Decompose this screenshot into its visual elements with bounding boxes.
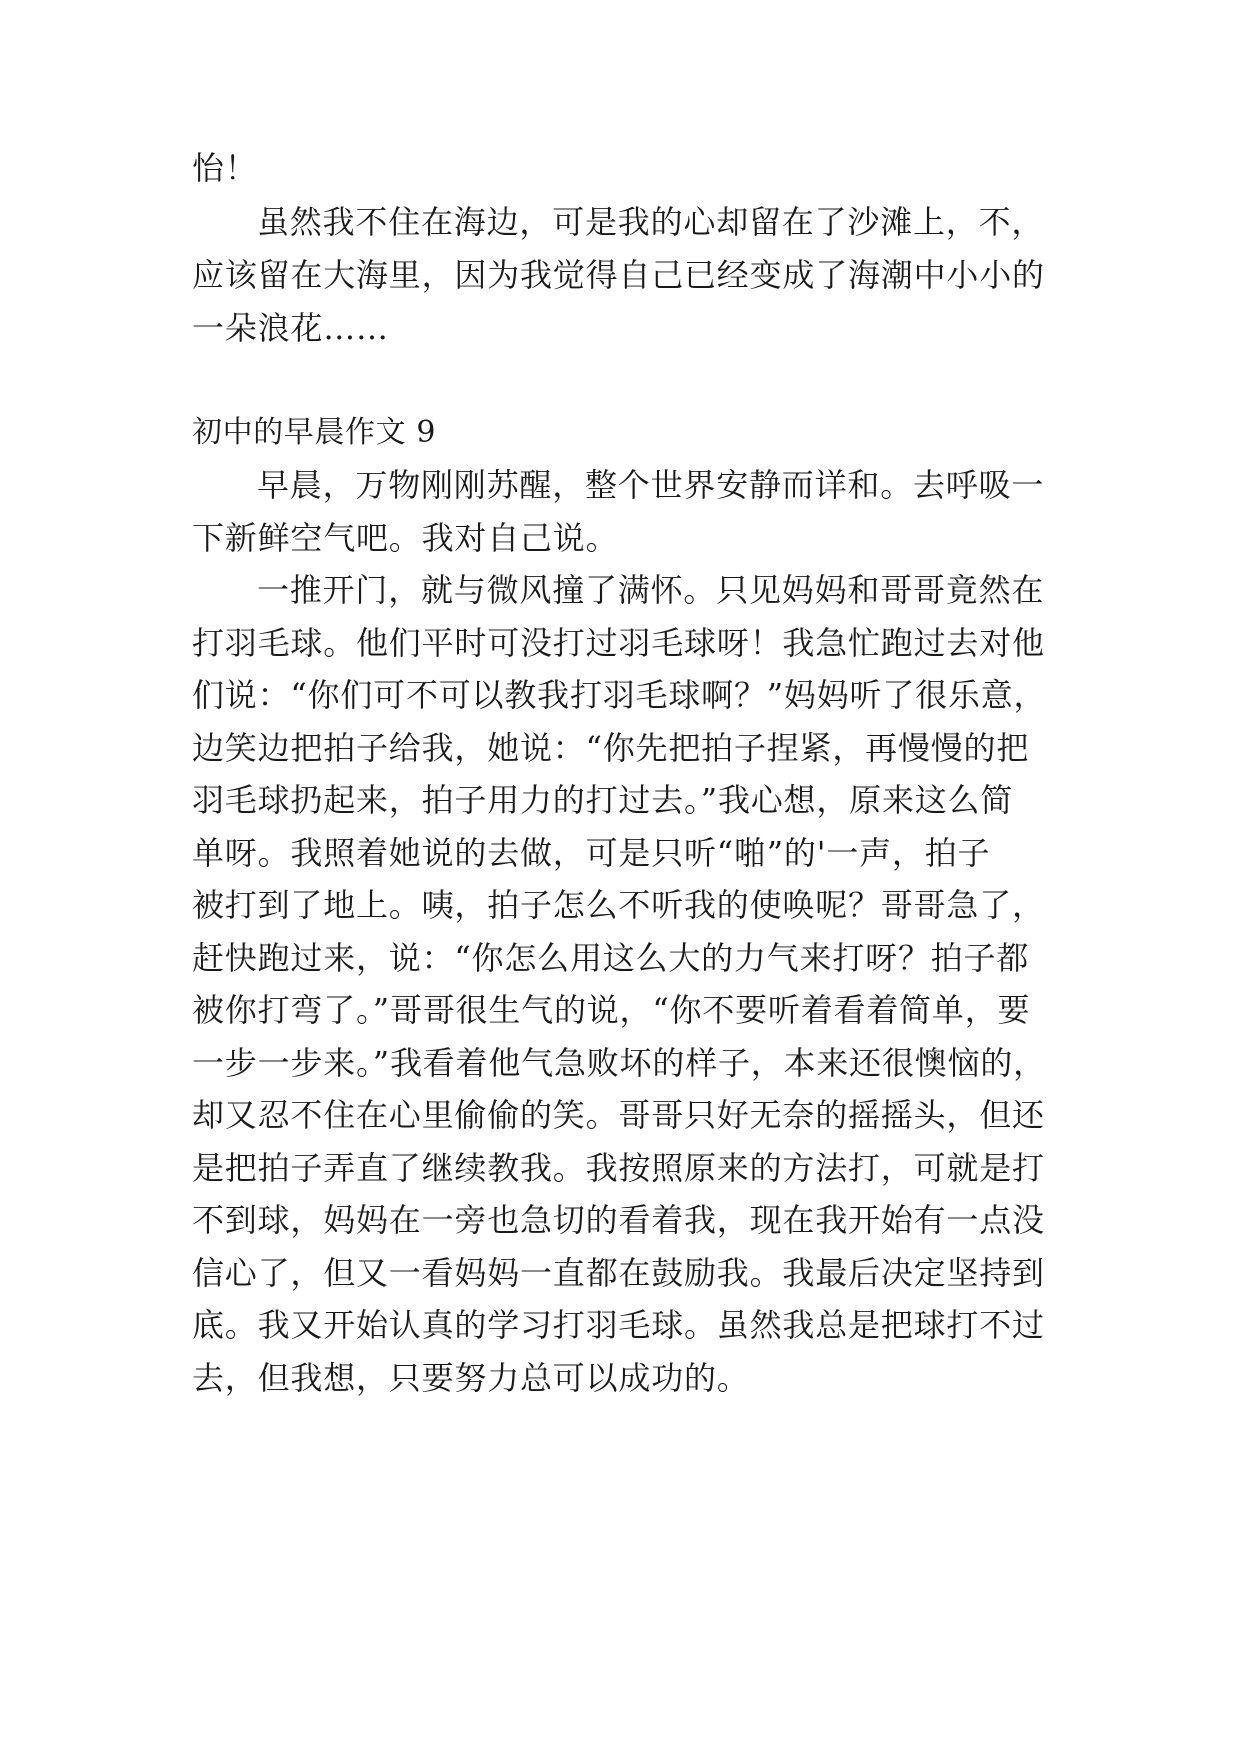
text-line: 赶快跑过来，说：“你怎么用这么大的力气来打呀？拍子都 xyxy=(192,939,1030,977)
text-line: 边笑边把拍子给我，她说：“你先把拍子捏紧，再慢慢的把 xyxy=(192,729,1030,767)
text-line: 被你打弯了。”哥哥很生气的说，“你不要听着看着简单，要 xyxy=(192,991,1031,1029)
text-line: 怡！ xyxy=(192,149,258,187)
text-line: 信心了，但又一看妈妈一直都在鼓励我。我最后决定坚持到 xyxy=(192,1254,1045,1292)
paragraph-start-line: 早晨，万物刚刚苏醒，整个世界安静而详和。去呼吸一 xyxy=(257,466,1045,504)
paragraph-start-line: 一推开门，就与微风撞了满怀。只见妈妈和哥哥竟然在 xyxy=(257,571,1045,609)
section-title: 初中的早晨作文 9 xyxy=(192,415,437,450)
text-line: 被打到了地上。咦，拍子怎么不听我的使唤呢？哥哥急了， xyxy=(192,886,1045,924)
text-line: 一朵浪花…… xyxy=(192,309,389,347)
text-line: 们说：“你们可不可以教我打羽毛球啊？”妈妈听了很乐意， xyxy=(192,676,1047,714)
text-line: 是把拍子弄直了继续教我。我按照原来的方法打，可就是打 xyxy=(192,1149,1045,1187)
text-line: 下新鲜空气吧。我对自己说。 xyxy=(192,519,619,557)
paragraph-start-line: 虽然我不住在海边，可是我的心却留在了沙滩上，不， xyxy=(257,203,1045,241)
text-line: 应该留在大海里，因为我觉得自己已经变成了海潮中小小的 xyxy=(192,256,1045,294)
text-line: 不到球，妈妈在一旁也急切的看着我，现在我开始有一点没 xyxy=(192,1201,1045,1239)
text-line: 去，但我想，只要努力总可以成功的。 xyxy=(192,1359,750,1397)
text-line: 打羽毛球。他们平时可没打过羽毛球呀！我急忙跑过去对他 xyxy=(192,624,1045,662)
text-line: 一步一步来。”我看着他气急败坏的样子，本来还很懊恼的， xyxy=(192,1044,1046,1082)
text-line: 却又忍不住在心里偷偷的笑。哥哥只好无奈的摇摇头，但还 xyxy=(192,1096,1045,1134)
text-line: 羽毛球扔起来，拍子用力的打过去。”我心想，原来这么简 xyxy=(192,781,1014,819)
text-line: 单呀。我照着她说的去做，可是只听“啪”的'一声，拍子 xyxy=(192,834,991,872)
text-line: 底。我又开始认真的学习打羽毛球。虽然我总是把球打不过 xyxy=(192,1306,1045,1344)
